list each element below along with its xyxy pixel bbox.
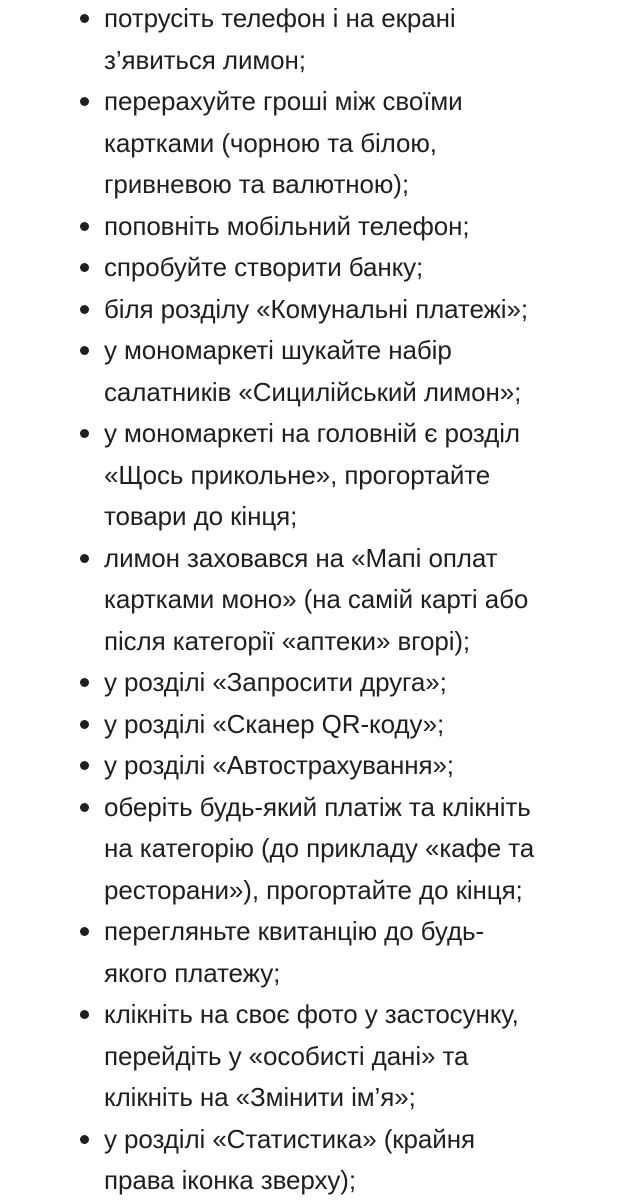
list-item — [0, 662, 623, 704]
list-item-text: права іконка зверху); — [104, 1165, 356, 1195]
list-item — [0, 413, 623, 538]
bullet-icon — [80, 346, 89, 355]
list-item-text: перейдіть у «особисті дані» та — [104, 1040, 469, 1071]
bullet-icon — [80, 305, 89, 314]
list-item — [0, 206, 623, 248]
list-item-text: у розділі «Статистика» (крайня — [104, 1123, 475, 1154]
list-item-text: картками моно» (на самій карті або — [104, 584, 529, 614]
list-item — [0, 745, 623, 787]
list-item-text: перерахуйте гроші між своїми — [104, 86, 463, 116]
bullet-icon — [80, 263, 89, 272]
list-item-text: якого платежу; — [104, 957, 281, 988]
list-item-text: поповніть мобільний телефон; — [104, 210, 470, 241]
bullet-icon — [80, 429, 89, 438]
list-item-text: товари до кінця; — [104, 501, 298, 531]
bullet-icon — [80, 14, 89, 23]
list-item-text: картками (чорною та білою, — [104, 127, 437, 158]
list-item-text: спробуйте створити банку; — [104, 252, 424, 282]
list-item-text: лимон заховався на «Мапі оплат — [104, 542, 498, 573]
list-item — [0, 911, 623, 994]
list-item — [0, 0, 623, 81]
list-item — [0, 787, 623, 912]
list-item-text: перегляньте квитанцію до будь- — [104, 916, 485, 946]
list-item-text: у розділі «Запросити друга»; — [104, 667, 447, 697]
list-item — [0, 1119, 623, 1202]
list-item-text: у мономаркеті на головній є розділ — [104, 418, 520, 448]
list-item-text: з’явиться лимон; — [104, 44, 306, 75]
bullet-icon — [80, 720, 89, 729]
list-item-text: у мономаркеті шукайте набір — [104, 335, 452, 365]
list-item-text: оберіть будь-який платіж та клікніть — [104, 791, 531, 822]
list-item-text: клікніть на своє фото у застосунку, — [104, 999, 519, 1029]
list-item — [0, 247, 623, 289]
list-item-text: ресторани»), прогортайте до кінця; — [104, 874, 523, 905]
bullet-icon — [80, 1010, 89, 1019]
list-item-text: у розділі «Автострахування»; — [104, 750, 454, 780]
list-item-text: у розділі «Сканер QR-коду»; — [104, 708, 445, 739]
list-item — [0, 704, 623, 746]
bullet-icon — [80, 97, 89, 106]
bullet-icon — [80, 803, 89, 812]
bullet-icon — [80, 222, 89, 231]
list-item-text: клікніть на «Змінити ім’я»; — [104, 1082, 416, 1112]
bullet-icon — [80, 761, 89, 770]
list-item-text: салатників «Сицилійський лимон»; — [104, 376, 522, 407]
list-item — [0, 538, 623, 663]
bullet-icon — [80, 1135, 89, 1144]
list-item-text: біля розділу «Комунальні платежі»; — [104, 293, 528, 324]
list-item-text: потрусіть телефон і на екрані — [104, 3, 456, 33]
bullet-icon — [80, 678, 89, 687]
list-item-text: гривневою та валютною); — [104, 169, 409, 199]
list-item — [0, 289, 623, 331]
list-item-text: на категорію (до прикладу «кафе та — [104, 833, 535, 863]
bullet-icon — [80, 927, 89, 936]
list-item — [0, 81, 623, 206]
bullet-icon — [80, 554, 89, 563]
list-item — [0, 994, 623, 1119]
list-item-text: «Щось прикольне», прогортайте — [104, 459, 491, 490]
list-item-text: після категорії «аптеки» вгорі); — [104, 625, 471, 656]
list-item — [0, 330, 623, 413]
